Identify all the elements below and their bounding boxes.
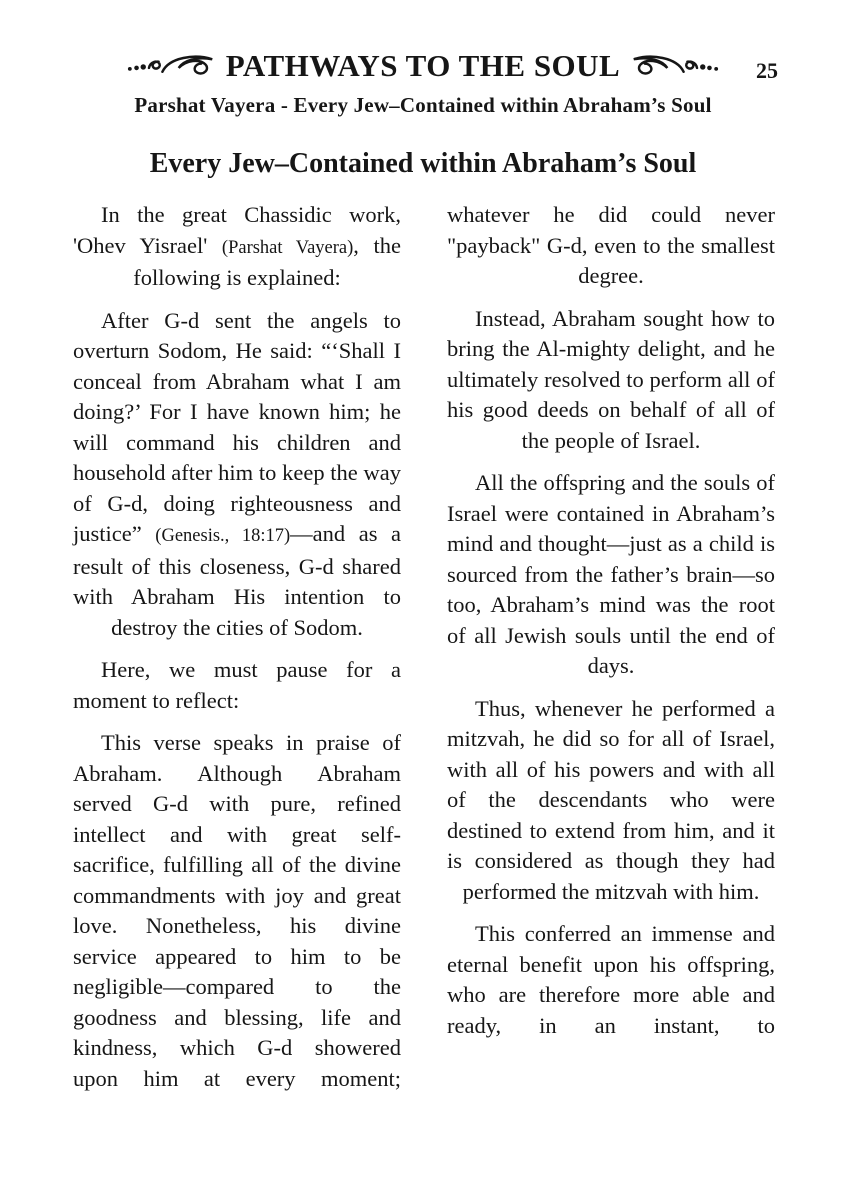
text-columns bbox=[0, 200, 846, 1106]
paragraph bbox=[447, 468, 775, 682]
scroll-flourish-left-icon bbox=[126, 51, 218, 81]
body-text: This conferred an immense and eternal benefit upon his offspring, who are therefore more able and ready, in an instant, to bbox=[447, 921, 775, 1038]
paragraph bbox=[73, 728, 401, 1094]
body-text: After G-d sent the angels to overturn Sodom, He said: “‘Shall I conceal from Abraham what I am doing?’ For I have known him; he will command his children and household after him to keep the way of G-d, doing righteousness and justice” bbox=[73, 307, 401, 546]
body-text: whatever he did could never "payback" G-d, even to the smallest degree. bbox=[447, 202, 775, 288]
masthead bbox=[0, 0, 846, 84]
article-title: Every Jew–Contained within Abraham’s Soul bbox=[149, 148, 697, 179]
paragraph bbox=[73, 200, 401, 294]
citation-text: (Parshat Vayera) bbox=[221, 237, 354, 258]
paragraph bbox=[447, 304, 775, 457]
scroll-flourish-right-icon bbox=[628, 51, 720, 81]
body-text: All the offspring and the souls of Israel were contained in Abraham’s mind and thought—just as a child is sourced from the father’s brain—so too, Abraham’s mind was the root of all Jewish souls until the end of days. bbox=[447, 470, 775, 678]
page-number: 25 bbox=[756, 58, 778, 83]
body-text: Here, we must pause for a moment to reflect: bbox=[73, 657, 401, 713]
column-right bbox=[447, 200, 775, 1106]
chapter-subtitle: Parshat Vayera - Every Jew–Contained within Abraham’s Soul bbox=[134, 93, 712, 117]
body-text: This verse speaks in praise of Abraham. Although Abraham served G-d with pure, refined intellect and with great self-sacrifice, fulfilling all of the divine commandments with joy and great love. Nonetheless, his divine service appeared to him to be negligible—compared to the goodness and blessing, life and kindness, which G-d showered upon him at every moment; bbox=[73, 730, 401, 1091]
paragraph bbox=[447, 694, 775, 908]
paragraph bbox=[73, 655, 401, 716]
citation-text: (Genesis., 18:17) bbox=[155, 526, 291, 546]
paragraph bbox=[447, 200, 775, 292]
body-text: In the great Chassidic work, 'Ohev Yisrael' bbox=[73, 202, 401, 258]
body-text: , the following is explained: bbox=[133, 232, 401, 290]
paragraph bbox=[73, 306, 401, 644]
paragraph bbox=[447, 919, 775, 1041]
column-left bbox=[73, 200, 401, 1106]
body-text: —and as a result of this closeness, G-d shared with Abraham His intention to destroy the cities of Sodom. bbox=[73, 521, 401, 640]
body-text: Instead, Abraham sought how to bring the Al-mighty delight, and he ultimately resolved to perform all of his good deeds on behalf of all of the people of Israel. bbox=[447, 305, 775, 453]
book-title: PATHWAYS TO THE SOUL bbox=[225, 48, 621, 83]
body-text: Thus, whenever he performed a mitzvah, he did so for all of Israel, with all of his powers and with all of the descendants who were destined to extend from him, and it is considered as though they had performed the mitzvah with him. bbox=[447, 695, 775, 904]
